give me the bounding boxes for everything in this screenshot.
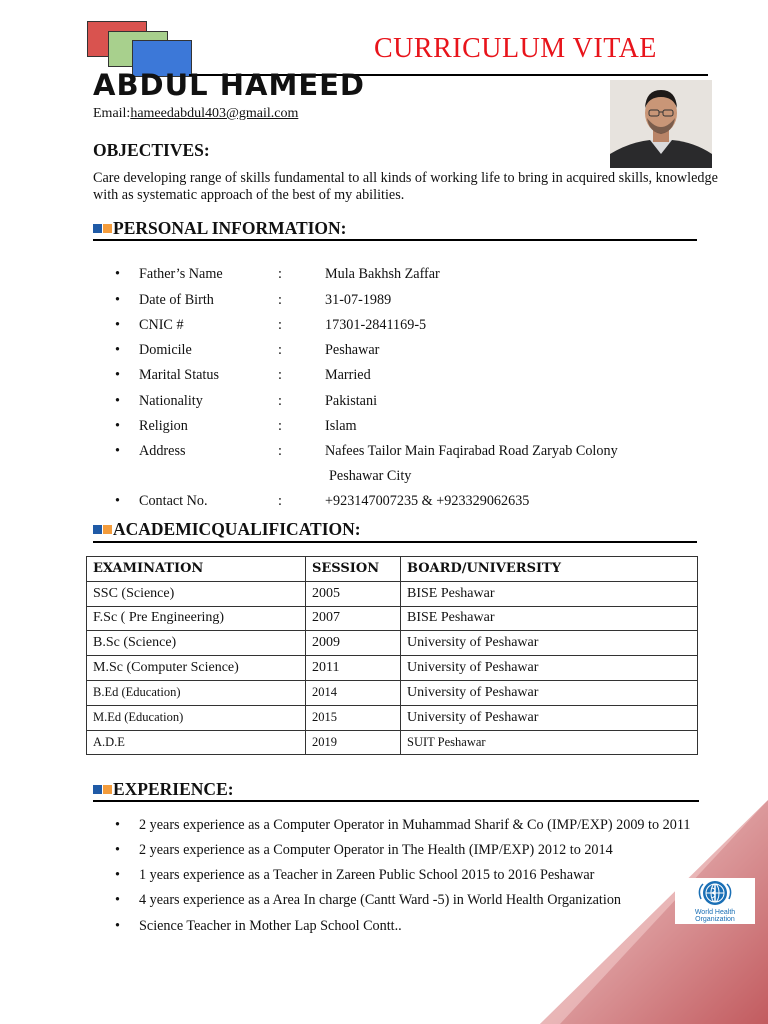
bullet-icon: • [115,342,120,358]
experience-rule [93,800,699,802]
objectives-text: Care developing range of skills fundamental to all kinds of working life to bring in acquired skills, knowledge with as systematic approach of the best of my abilities. [93,170,718,203]
bullet-icon: • [115,842,120,858]
table-row [87,581,698,606]
table-row [87,705,698,730]
table-cell-board: BISE Peshawar [401,606,698,631]
bullet-icon: • [115,367,120,383]
bullet-icon: • [115,918,120,934]
email-link[interactable]: hameedabdul403@gmail.com [130,106,299,121]
separator-colon: : [278,493,282,509]
separator-colon: : [278,292,282,308]
personal-info-heading-text: PERSONAL INFORMATION: [113,218,347,238]
table-cell-session: 2019 [306,730,401,755]
academic-table [86,556,698,755]
personal-info-value: 31-07-1989 [325,292,392,308]
who-logo-line1: World Health [694,909,736,916]
bullet-icon: • [115,266,120,282]
experience-item-text: 1 years experience as a Teacher in Zareen Public School 2015 to 2016 Peshawar [139,867,595,883]
personal-info-label: Contact No. [139,493,208,509]
experience-item-text: 2 years experience as a Computer Operator in Muhammad Sharif & Co (IMP/EXP) 2009 to 2011 [139,817,691,833]
section-bullet-icon [93,785,102,794]
table-row [87,631,698,656]
experience-heading [93,779,234,800]
table-cell-session: 2007 [306,606,401,631]
separator-colon: : [278,342,282,358]
personal-info-value: Mula Bakhsh Zaffar [325,266,440,282]
bullet-icon: • [115,817,120,833]
personal-info-value: +923147007235 & +923329062635 [325,493,530,509]
table-cell-board: SUIT Peshawar [401,730,698,755]
personal-info-label: Religion [139,418,188,434]
separator-colon: : [278,393,282,409]
experience-item-text: 4 years experience as a Area In charge (Cantt Ward -5) in World Health Organization [139,892,622,908]
personal-info-value: Peshawar City [329,468,412,484]
personal-info-label: CNIC # [139,317,184,333]
personal-info-label: Marital Status [139,367,219,383]
personal-info-label: Father’s Name [139,266,223,282]
section-bullet-icon [103,525,112,534]
separator-colon: : [278,418,282,434]
section-bullet-icon [103,224,112,233]
personal-info-label: Domicile [139,342,192,358]
profile-photo [610,80,712,168]
column-header-session: SESSION [306,557,401,582]
personal-info-heading [93,218,347,239]
table-cell-board: BISE Peshawar [401,581,698,606]
experience-heading-text: EXPERIENCE: [113,779,234,799]
document-title: CURRICULUM VITAE [374,33,657,64]
objectives-heading: OBJECTIVES: [93,140,210,160]
table-cell-board: University of Peshawar [401,631,698,656]
separator-colon: : [278,443,282,459]
personal-info-value: Nafees Tailor Main Faqirabad Road Zaryab Colony [325,443,618,459]
experience-item-text: Science Teacher in Mother Lap School Contt.. [139,918,402,934]
bullet-icon: • [115,493,120,509]
table-cell-session: 2005 [306,581,401,606]
table-cell-examination: M.Ed (Education) [87,705,306,730]
column-header-examination: EXAMINATION [87,557,306,582]
table-cell-board: University of Peshawar [401,705,698,730]
academic-heading-text: ACADEMICQUALIFICATION: [113,519,361,539]
table-row [87,730,698,755]
personal-info-label: Address [139,443,186,459]
who-logo [675,878,755,924]
personal-info-value: Married [325,367,371,383]
experience-item-text: 2 years experience as a Computer Operator in The Health (IMP/EXP) 2012 to 2014 [139,842,613,858]
table-cell-session: 2014 [306,680,401,705]
table-cell-board: University of Peshawar [401,656,698,681]
email-line [93,106,298,122]
table-row [87,680,698,705]
table-cell-board: University of Peshawar [401,680,698,705]
table-row [87,606,698,631]
personal-info-value: Peshawar [325,342,380,358]
section-bullet-icon [103,785,112,794]
bullet-icon: • [115,892,120,908]
personal-info-value: 17301-2841169-5 [325,317,427,333]
table-cell-examination: B.Sc (Science) [87,631,306,656]
personal-info-label: Date of Birth [139,292,214,308]
academic-heading [93,519,361,540]
separator-colon: : [278,367,282,383]
separator-colon: : [278,266,282,282]
table-cell-examination: A.D.E [87,730,306,755]
personal-info-value: Islam [325,418,357,434]
bullet-icon: • [115,867,120,883]
academic-rule [93,541,697,543]
separator-colon: : [278,317,282,333]
bullet-icon: • [115,292,120,308]
personal-info-value: Pakistani [325,393,378,409]
table-cell-session: 2011 [306,656,401,681]
section-bullet-icon [93,525,102,534]
bullet-icon: • [115,393,120,409]
bullet-icon: • [115,443,120,459]
section-bullet-icon [93,224,102,233]
table-cell-examination: F.Sc ( Pre Engineering) [87,606,306,631]
table-header-row [87,557,698,582]
table-cell-session: 2015 [306,705,401,730]
table-cell-examination: M.Sc (Computer Science) [87,656,306,681]
personal-info-rule [93,239,697,241]
candidate-name: ABDUL HAMEED [93,68,366,102]
email-label: Email: [93,106,131,121]
who-logo-line2: Organization [695,916,735,923]
bullet-icon: • [115,418,120,434]
bullet-icon: • [115,317,120,333]
personal-info-label: Nationality [139,393,203,409]
table-row [87,656,698,681]
table-cell-examination: B.Ed (Education) [87,680,306,705]
column-header-board: BOARD/UNIVERSITY [401,557,698,582]
table-cell-examination: SSC (Science) [87,581,306,606]
table-cell-session: 2009 [306,631,401,656]
